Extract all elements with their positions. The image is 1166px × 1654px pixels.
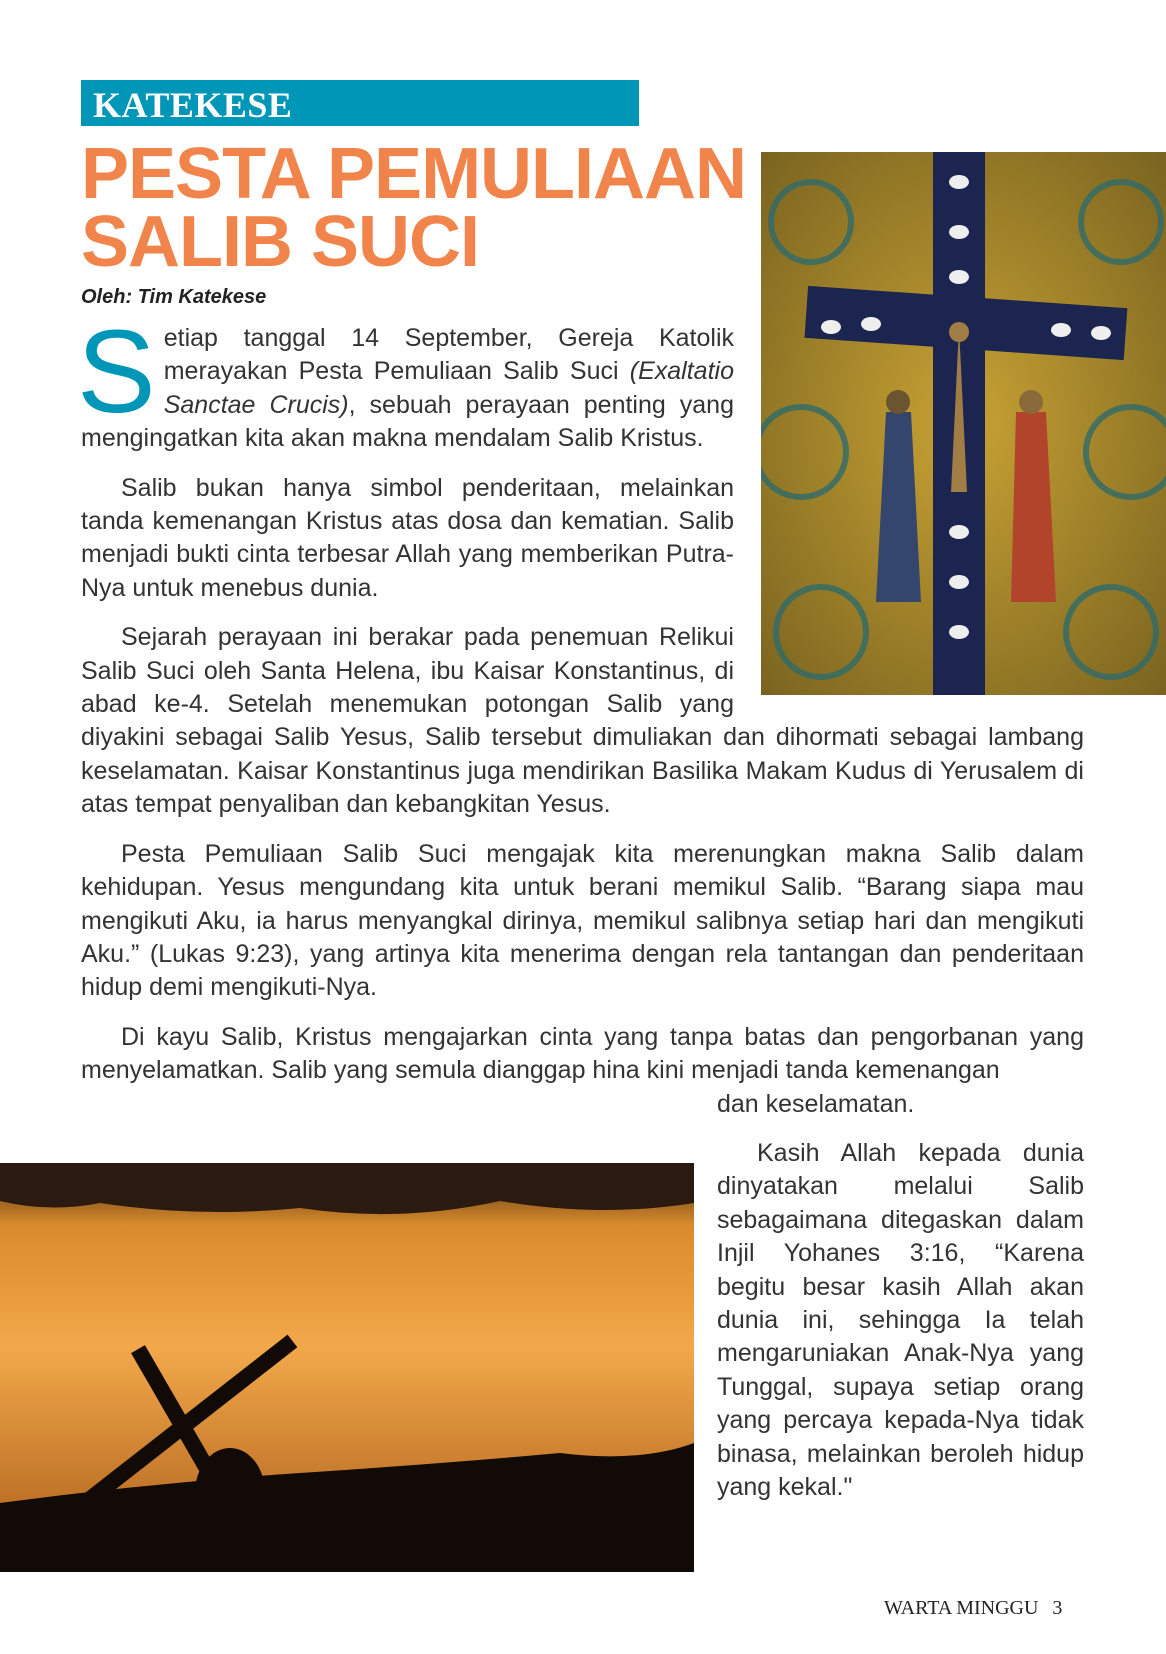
page-number: 3 bbox=[1052, 1597, 1063, 1619]
paragraph-3: Sejarah perayaan ini berakar pada penemuan Relikui Salib Suci oleh Santa Helena, ibu Kaisar Konstantinus, di abad ke-4. Setelah menemukan potongan Salib yang diyakini sebagai Salib Yesus, Salib tersebut dimuliakan dan dihormati sebagai lambang keselamatan. Kaisar Konstantinus juga mendirikan Basilika Makam Kudus di Yerusalem di atas tempat penyaliban dan kebangkitan Yesus. bbox=[81, 623, 1084, 819]
image-spacer-left bbox=[81, 1088, 717, 1498]
paragraph-1: Setiap tanggal 14 September, Gereja Katolik merayakan Pesta Pemuliaan Salib Suci (Exaltatio Sanctae Crucis), sebuah perayaan penting yang mengingatkan kita akan makna mendalam Salib Kristus. bbox=[77, 306, 734, 453]
byline: Oleh: Tim Katekese bbox=[81, 286, 267, 308]
page-footer bbox=[884, 1597, 1062, 1620]
paragraph-2: Salib bukan hanya simbol penderitaan, melainkan tanda kemenangan Kristus atas dosa dan kematian. Salib menjadi bukti cinta terbesar Allah yang memberikan Putra-Nya untuk menebus dunia. bbox=[81, 473, 734, 602]
image-spacer-right bbox=[734, 322, 1084, 702]
title-line-1: PESTA PEMULIAAN bbox=[81, 134, 747, 214]
article-body bbox=[77, 306, 1084, 1520]
section-label-bar bbox=[81, 80, 639, 126]
paragraph-4: Pesta Pemuliaan Salib Suci mengajak kita merenungkan makna Salib dalam kehidupan. Yesus mengundang kita untuk berani memikul Salib. “Barang siapa mau mengikuti Aku, ia harus menyangkal dirinya, memikul salibnya setiap hari dan mengikuti Aku.” (Lukas 9:23), yang artinya kita menerima dengan rela tantangan dan penderitaan hidup demi mengikuti-Nya. bbox=[81, 839, 1084, 1002]
page-title bbox=[81, 134, 747, 282]
paragraph-5-end: dan keselamatan. bbox=[717, 1089, 915, 1118]
publication-name: WARTA MINGGU bbox=[884, 1597, 1039, 1619]
drop-cap: S bbox=[77, 306, 156, 438]
title-line-2: SALIB SUCI bbox=[81, 202, 480, 282]
section-label: KATEKESE bbox=[93, 85, 293, 125]
paragraph-5: Di kayu Salib, Kristus mengajarkan cinta yang tanpa batas dan pengorbanan yang menyelamatkan. Salib yang semula dianggap hina kini menjadi tanda kemenangan bbox=[81, 1022, 1084, 1085]
paragraph-6: Kasih Allah kepada dunia dinyatakan melalui Salib sebagaimana ditegaskan dalam Injil Yohanes 3:16, “Karena begitu besar kasih Allah akan dunia ini, sehingga Ia telah mengaruniakan Anak-Nya yang Tunggal, supaya setiap orang yang percaya kepada-Nya tidak binasa, melainkan beroleh hidup yang kekal." bbox=[717, 1138, 1084, 1501]
